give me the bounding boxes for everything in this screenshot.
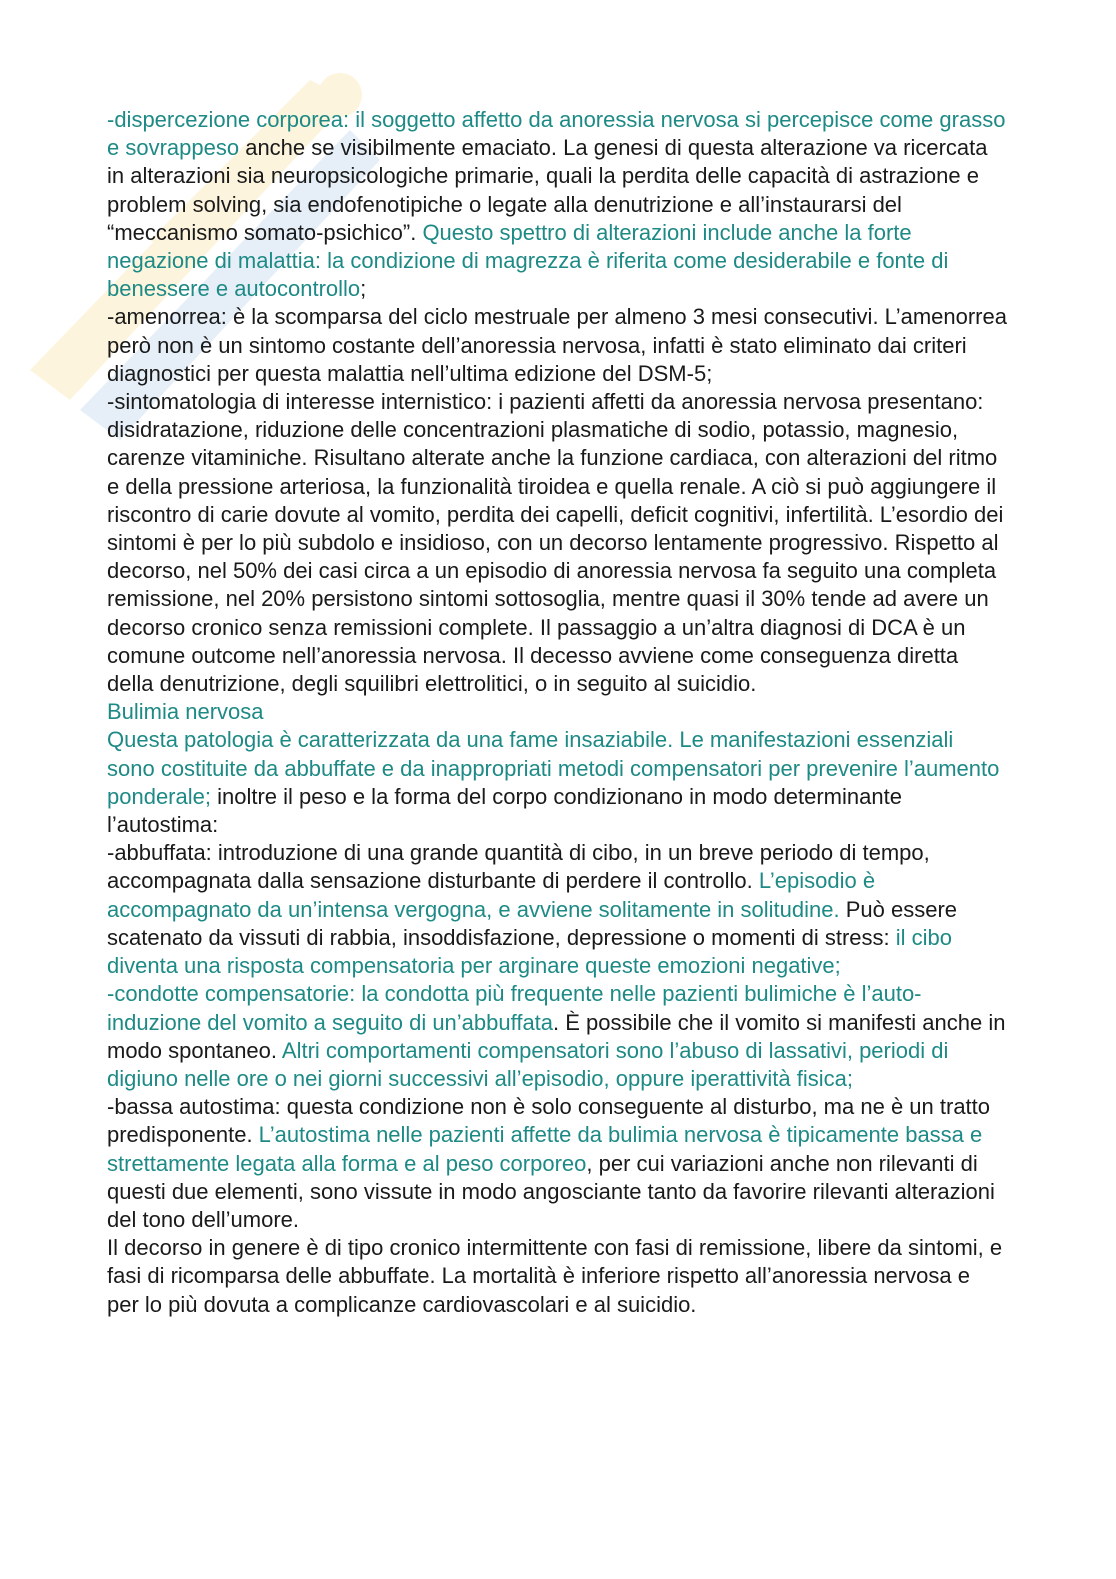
body-text: . È possibile che il vomito si manifesti anche in modo spontaneo. bbox=[107, 1009, 1006, 1063]
paragraph-decorso: Il decorso in genere è di tipo cronico intermittente con fasi di remissione, libere da sintomi, e fasi di ricomparsa delle abbuffate. La mortalità è inferiore rispetto all’anoressia nervosa e per lo più dovuta a complicanze cardiovascolari e al suicidio. bbox=[107, 1235, 1003, 1317]
highlight-text: Questa patologia è caratterizzata da una fame insaziabile. Le manifestazioni essenziali sono costituite da abbuffate e da inappropriati metodi compensatori per prevenire l’aumento ponderale; bbox=[107, 727, 1000, 809]
highlight-text: L’autostima nelle pazienti affette da bulimia nervosa è tipicamente bassa e strettamente legata alla forma e al peso corporeo bbox=[107, 1122, 983, 1176]
highlight-text: L’episodio è accompagnato da un’intensa vergogna, e avviene solitamente in solitudine. bbox=[107, 868, 876, 922]
body-text: Può essere scatenato da vissuti di rabbia, insoddisfazione, depressione o momenti di stress: bbox=[107, 896, 958, 950]
highlight-text: Questo spettro di alterazioni include anche la forte negazione di malattia: la condizione di magrezza è riferita come desiderabile e fonte di benessere e autocontrollo bbox=[107, 219, 949, 302]
document-body bbox=[107, 106, 1007, 1319]
paragraph-autostima bbox=[107, 1093, 1007, 1234]
highlight-text: Altri comportamenti compensatori sono l’abuso di lassativi, periodi di digiuno nelle ore o nei giorni successivi all’episodio, oppure iperattività fisica; bbox=[107, 1037, 949, 1091]
highlight-text: il cibo diventa una risposta compensatoria per arginare queste emozioni negative; bbox=[107, 924, 953, 979]
paragraph-dispercezione bbox=[107, 106, 1007, 303]
body-text: inoltre il peso e la forma del corpo condizionano in modo determinante l’autostima: bbox=[107, 783, 902, 838]
body-text: ; bbox=[360, 276, 367, 302]
highlight-text: -dispercezione corporea: il soggetto affetto da anoressia nervosa si percepisce come grasso e sovrappeso bbox=[107, 107, 1006, 161]
paragraph-abbuffata bbox=[107, 839, 1007, 980]
body-text: , per cui variazioni anche non rilevanti di questi due elementi, sono vissute in modo angosciante tanto da favorire rilevanti alterazioni del tono dell’umore. bbox=[107, 1150, 995, 1232]
paragraph-condotte bbox=[107, 980, 1007, 1093]
body-text: -abbuffata: introduzione di una grande quantità di cibo, in un breve periodo di tempo, accompagnata dalla sensazione disturbante di perdere il controllo. bbox=[107, 840, 930, 894]
body-text: -bassa autostima: questa condizione non è solo conseguente al disturbo, ma ne è un tratto predisponente. bbox=[107, 1094, 991, 1148]
section-heading-bulimia: Bulimia nervosa bbox=[107, 699, 264, 725]
highlight-text: -condotte compensatorie: la condotta più frequente nelle pazienti bulimiche è l’auto-induzione del vomito a seguito di un’abbuffata bbox=[107, 981, 922, 1035]
paragraph-amenorrea: -amenorrea: è la scomparsa del ciclo mestruale per almeno 3 mesi consecutivi. L’amenorrea però non è un sintomo costante dell’anoressia nervosa, infatti è stato eliminato dai criteri diagnostici per questa malattia nell’ultima edizione del DSM-5; bbox=[107, 304, 1007, 386]
paragraph-bulimia-intro bbox=[107, 726, 1007, 839]
paragraph-sintomatologia: -sintomatologia di interesse internistico: i pazienti affetti da anoressia nervosa presentano: disidratazione, riduzione delle concentrazioni plasmatiche di sodio, potassio, magnesio, carenze vitaminiche. Risultano alterate anche la funzione cardiaca, con alterazioni del ritmo e della pressione arteriosa, la funzionalità tiroidea e quella renale. A ciò si può aggiungere il riscontro di carie dovute al vomito, perdita dei capelli, deficit cognitivi, infertilità. L’esordio dei sintomi è per lo più subdolo e insidioso, con un decorso lentamente progressivo. Rispetto al decorso, nel 50% dei casi circa a un episodio di anoressia nervosa fa seguito una completa remissione, nel 20% persistono sintomi sottosoglia, mentre quasi il 30% tende ad avere un decorso cronico senza remissioni complete. Il passaggio a un’altra diagnosi di DCA è un comune outcome nell’anoressia nervosa. Il decesso avviene come conseguenza diretta della denutrizione, degli squilibri elettrolitici, o in seguito al suicidio. bbox=[107, 389, 1004, 697]
body-text: anche se visibilmente emaciato. La genesi di questa alterazione va ricercata in alterazioni sia neuropsicologiche primarie, quali la perdita delle capacità di astrazione e problem solving, sia endofenotipiche o legate alla denutrizione e all’instaurarsi del “meccanismo somato-psichico”. bbox=[107, 135, 988, 245]
